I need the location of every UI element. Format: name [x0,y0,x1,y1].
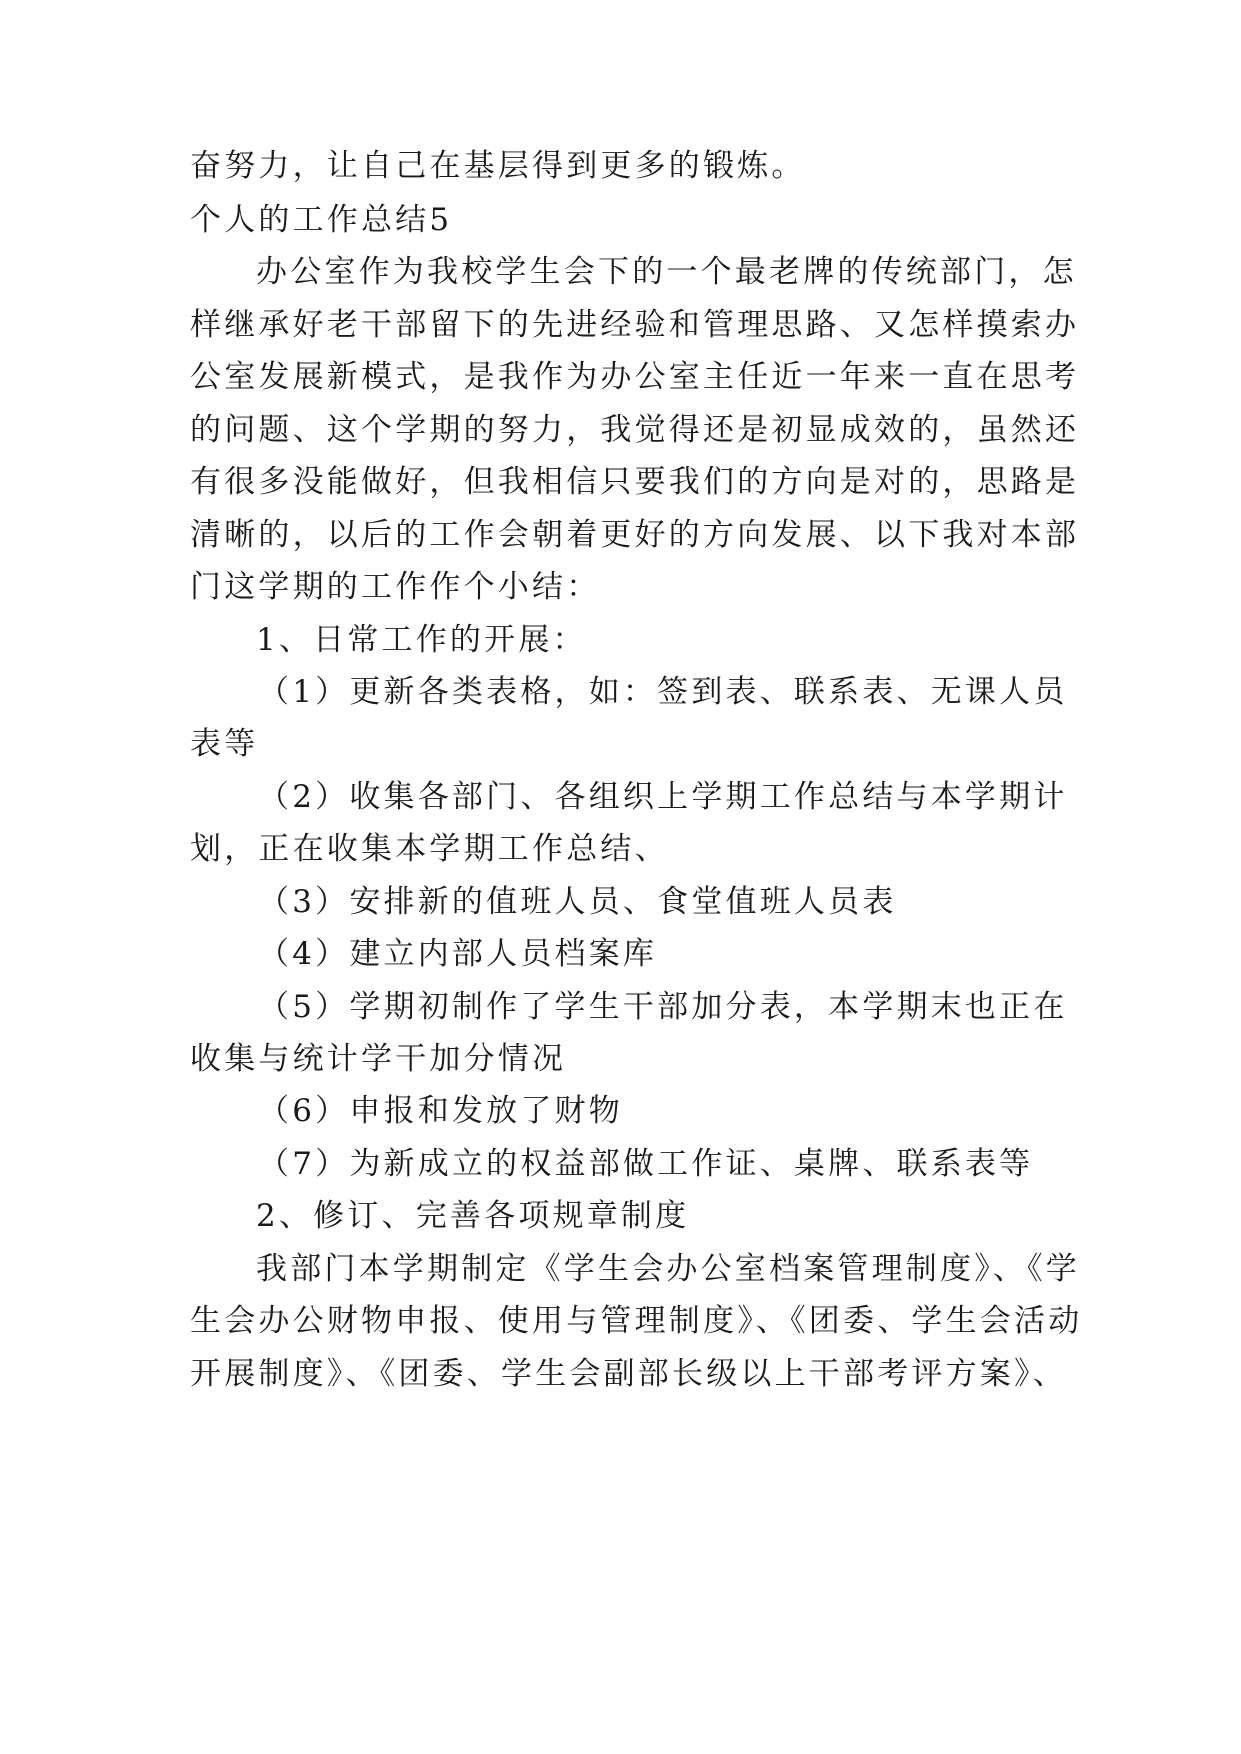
paragraph-line: 我部门本学期制定《学生会办公室档案管理制度》、《学 [256,1251,1080,1287]
paragraph-line: 办公室作为我校学生会下的一个最老牌的传统部门，怎 [256,254,1077,290]
paragraph-line: 生会办公财物申报、使用与管理制度》、《团委、学生会活动 [190,1303,1083,1339]
section-heading: 个人的工作总结5 [190,202,453,238]
list-item: （5）学期初制作了学生干部加分表，本学期末也正在 [258,989,1068,1025]
list-item: （6）申报和发放了财物 [258,1093,623,1129]
paragraph-line: 清晰的，以后的工作会朝着更好的方向发展、以下我对本部 [190,517,1080,553]
paragraph-line: 开展制度》、《团委、学生会副部长级以上干部考评方案》、 [190,1356,1067,1392]
paragraph-line: 门这学期的工作作个小结： [190,569,601,605]
list-item: （1）更新各类表格，如：签到表、联系表、无课人员 [258,674,1068,710]
list-item: （2）收集各部门、各组织上学期工作总结与本学期计 [258,779,1068,815]
list-item: （7）为新成立的权益部做工作证、桌牌、联系表等 [258,1146,1034,1182]
list-item: （3）安排新的值班人员、食堂值班人员表 [258,884,897,920]
list-item-continuation: 划，正在收集本学期工作总结、 [190,831,669,867]
paragraph-line: 的问题、这个学期的努力，我觉得还是初显成效的，虽然还 [190,412,1080,448]
list-item-continuation: 收集与统计学干加分情况 [190,1041,567,1077]
list-heading: 1、日常工作的开展： [256,622,587,658]
paragraph-line: 奋努力，让自己在基层得到更多的锻炼。 [190,148,806,184]
paragraph-line: 有很多没能做好，但我相信只要我们的方向是对的，思路是 [190,464,1080,500]
paragraph-line: 样继承好老干部留下的先进经验和管理思路、又怎样摸索办 [190,307,1080,343]
list-item-continuation: 表等 [190,726,259,762]
list-heading: 2、修订、完善各项规章制度 [256,1198,690,1234]
paragraph-line: 公室发展新模式，是我作为办公室主任近一年来一直在思考 [190,359,1080,395]
list-item: （4）建立内部人员档案库 [258,936,658,972]
